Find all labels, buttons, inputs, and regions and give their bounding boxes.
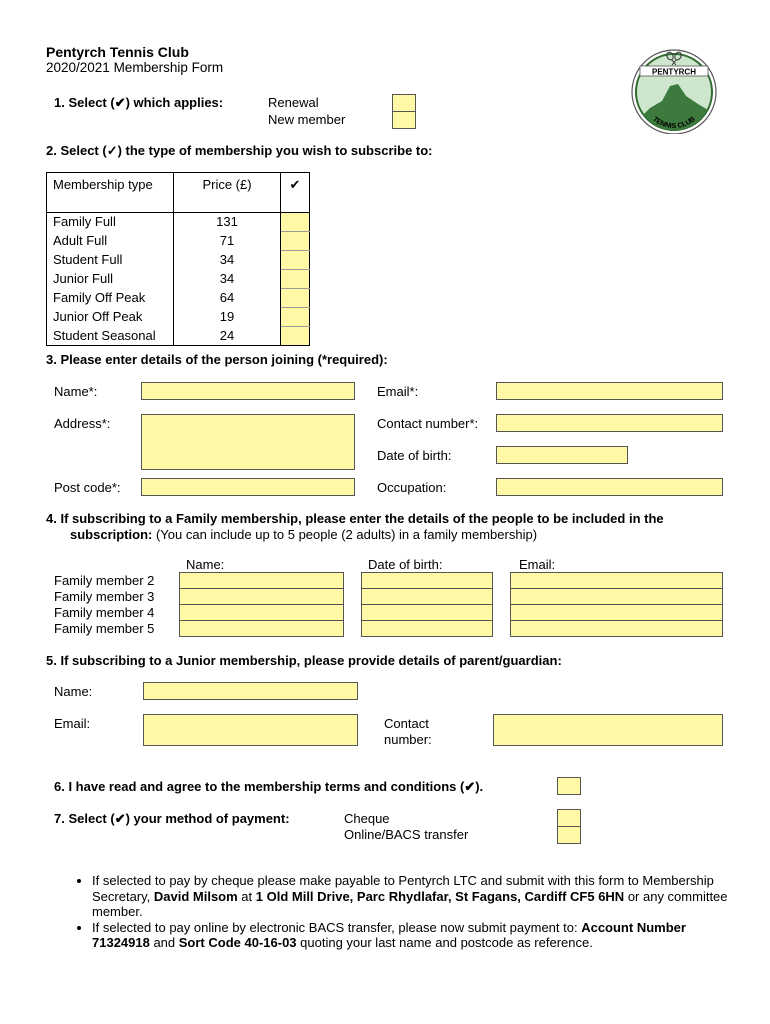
table-row — [47, 270, 310, 289]
guardian-email-input[interactable] — [143, 714, 358, 746]
family-email-input[interactable] — [510, 588, 723, 605]
membership-table-header — [47, 173, 310, 213]
membership-price: 131 — [174, 213, 281, 232]
sort-code: Sort Code 40-16-03 — [178, 935, 297, 950]
family-dob-input[interactable] — [361, 572, 493, 589]
occupation-label: Occupation: — [377, 480, 447, 495]
col-check: ✔ — [281, 173, 310, 213]
cheque-checkbox[interactable] — [557, 809, 581, 827]
membership-price: 34 — [174, 251, 281, 270]
family-member-label: Family member 4 — [54, 605, 155, 620]
col-price: Price (£) — [174, 173, 281, 213]
q4-label-line2 — [70, 527, 537, 542]
page-title: Pentyrch Tennis Club — [46, 44, 189, 60]
family-dob-input[interactable] — [361, 588, 493, 605]
q2-label: 2. Select (✓) the type of membership you wish to subscribe to: — [46, 143, 433, 158]
col-membership-type: Membership type — [47, 173, 174, 213]
guardian-contact-input[interactable] — [493, 714, 723, 746]
family-dob-input[interactable] — [361, 604, 493, 621]
secretary-address: 1 Old Mill Drive, Parc Rhydlafar, St Fagans, Cardiff CF5 6HN — [255, 888, 625, 904]
option-bacs: Online/BACS transfer — [344, 827, 469, 842]
guardian-name-input[interactable] — [143, 682, 358, 700]
bacs-note — [92, 920, 742, 951]
family-member-label: Family member 3 — [54, 589, 155, 604]
table-row — [47, 308, 310, 327]
name-input[interactable] — [141, 382, 355, 400]
membership-price: 64 — [174, 289, 281, 308]
renewal-checkbox[interactable] — [392, 94, 416, 112]
q5-label: 5. If subscribing to a Junior membership, please provide details of parent/guardian: — [46, 653, 562, 668]
family-member-label: Family member 2 — [54, 573, 155, 588]
membership-checkbox[interactable] — [281, 327, 310, 346]
membership-checkbox[interactable] — [281, 232, 310, 251]
cheque-note-text-3: or any committee member. — [92, 888, 728, 919]
family-col-name: Name: — [186, 557, 225, 572]
family-email-input[interactable] — [510, 572, 723, 589]
membership-checkbox[interactable] — [281, 270, 310, 289]
family-member-label: Family member 5 — [54, 621, 155, 636]
contact-number-input[interactable] — [496, 414, 723, 432]
occupation-input[interactable] — [496, 478, 723, 496]
address-label: Address*: — [54, 416, 111, 431]
guardian-email-label: Email: — [54, 716, 91, 731]
name-label: Name*: — [54, 384, 98, 399]
membership-type: Family Full — [47, 213, 174, 232]
postcode-input[interactable] — [141, 478, 355, 496]
table-row — [47, 327, 310, 346]
email-input[interactable] — [496, 382, 723, 400]
dob-input[interactable] — [496, 446, 628, 464]
membership-type: Adult Full — [47, 232, 174, 251]
page-subtitle: 2020/2021 Membership Form — [46, 60, 224, 75]
q1-label: 1. Select (✔) which applies: — [54, 95, 224, 110]
family-name-input[interactable] — [179, 604, 344, 621]
bacs-note-text-3: quoting your last name and postcode as reference. — [296, 935, 593, 950]
membership-checkbox[interactable] — [281, 308, 310, 327]
table-row — [47, 213, 310, 232]
family-dob-input[interactable] — [361, 620, 493, 637]
guardian-name-label: Name: — [54, 684, 93, 699]
address-input[interactable] — [141, 414, 355, 470]
bacs-note-text: If selected to pay online by electronic BACS transfer, please now submit payment to: — [92, 919, 582, 935]
postcode-label: Post code*: — [54, 480, 121, 495]
q6-label: 6. I have read and agree to the membership terms and conditions (✔). — [54, 779, 484, 794]
membership-price: 34 — [174, 270, 281, 289]
membership-price: 24 — [174, 327, 281, 346]
family-col-dob: Date of birth: — [368, 557, 443, 572]
dob-label: Date of birth: — [377, 448, 452, 463]
family-col-email: Email: — [519, 557, 556, 572]
email-label: Email*: — [377, 384, 419, 399]
membership-type: Junior Off Peak — [47, 308, 174, 327]
family-name-input[interactable] — [179, 588, 344, 605]
membership-type: Student Seasonal — [47, 327, 174, 346]
table-row — [47, 251, 310, 270]
membership-type: Junior Full — [47, 270, 174, 289]
table-row — [47, 289, 310, 308]
bacs-checkbox[interactable] — [557, 826, 581, 844]
family-name-input[interactable] — [179, 620, 344, 637]
membership-checkbox[interactable] — [281, 251, 310, 270]
family-email-input[interactable] — [510, 604, 723, 621]
membership-type: Family Off Peak — [47, 289, 174, 308]
q3-label: 3. Please enter details of the person joining (*required): — [46, 352, 388, 367]
contact-number-label: Contact number*: — [377, 416, 479, 431]
membership-price: 19 — [174, 308, 281, 327]
logo-bottom-text: TENNIS CLUB — [651, 115, 697, 131]
membership-checkbox[interactable] — [281, 213, 310, 232]
account-number: Account Number 71324918 — [92, 919, 686, 950]
guardian-contact-label: Contact — [384, 716, 429, 731]
q7-label: 7. Select (✔) your method of payment: — [54, 811, 290, 826]
option-cheque: Cheque — [344, 811, 390, 826]
bacs-note-text-2: and — [149, 935, 179, 950]
payment-notes — [66, 873, 742, 951]
new-member-checkbox[interactable] — [392, 111, 416, 129]
membership-price: 71 — [174, 232, 281, 251]
q4-label: 4. If subscribing to a Family membership, please enter the details of the people to be included in the — [46, 511, 664, 526]
table-row — [47, 232, 310, 251]
cheque-note — [92, 873, 742, 920]
secretary-name: David Milsom — [153, 888, 238, 904]
cheque-note-text-2: at — [237, 888, 256, 904]
membership-type: Student Full — [47, 251, 174, 270]
q4-note: (You can include up to 5 people (2 adults) in a family membership) — [152, 527, 538, 542]
logo-top-text: PENTYRCH — [651, 67, 697, 77]
q4-subscription-label: subscription: — [70, 527, 153, 542]
cheque-note-text: If selected to pay by cheque please make payable to Pentyrch LTC and submit with this form to Membership Secretary, — [92, 873, 714, 904]
guardian-contact-label-2: number: — [384, 732, 432, 747]
membership-table — [46, 172, 310, 346]
family-name-input[interactable] — [179, 572, 344, 589]
terms-checkbox[interactable] — [557, 777, 581, 795]
family-email-input[interactable] — [510, 620, 723, 637]
membership-checkbox[interactable] — [281, 289, 310, 308]
option-renewal: Renewal — [268, 95, 319, 110]
club-logo — [628, 46, 720, 134]
option-new-member: New member — [268, 112, 346, 127]
